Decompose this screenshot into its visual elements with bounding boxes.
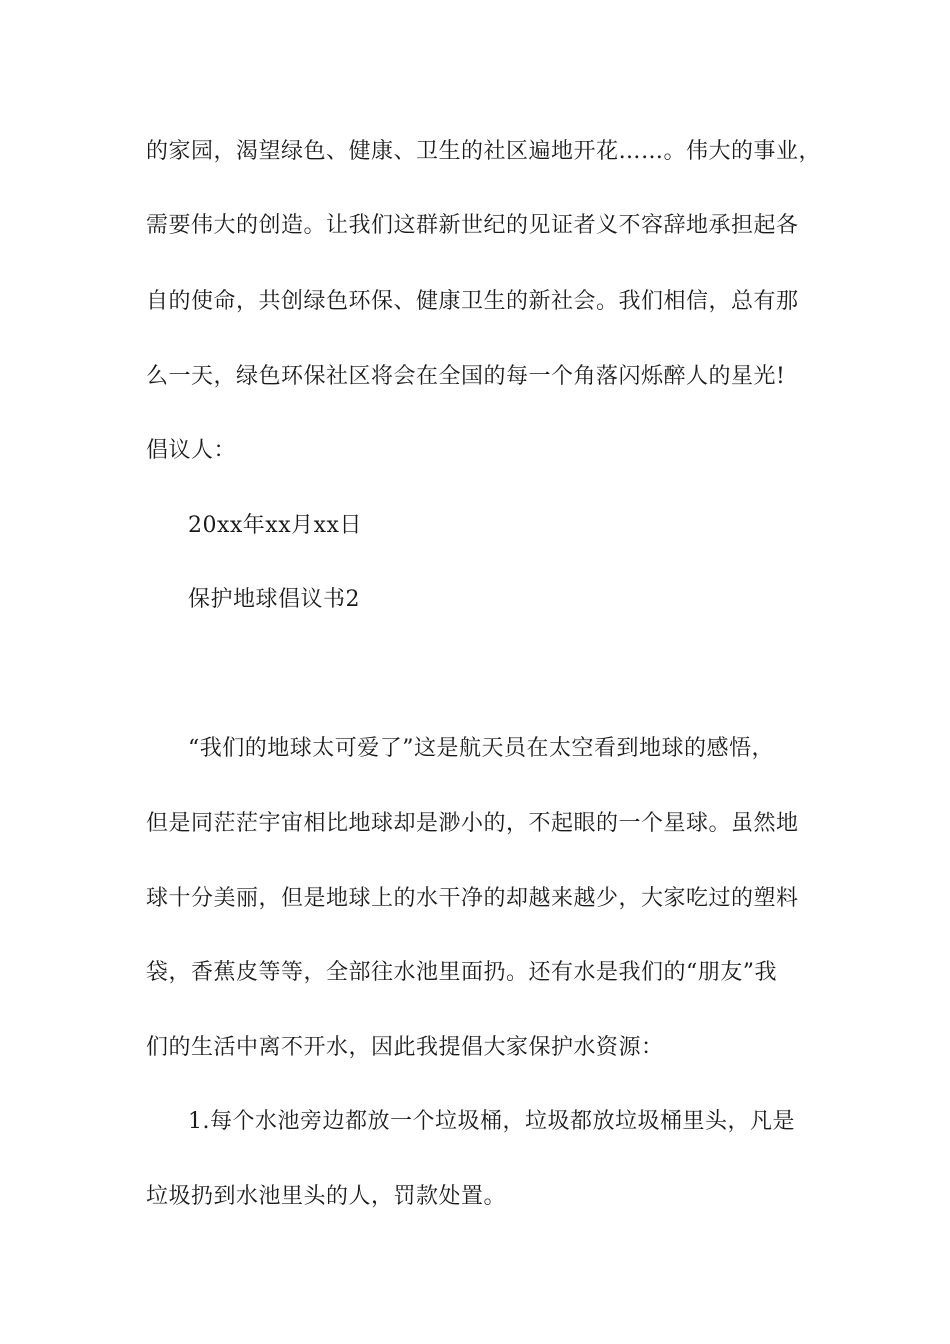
paragraph-line: “我们的地球太可爱了”这是航天员在太空看到地球的感悟， <box>188 736 774 761</box>
paragraph-line: 袋，香蕉皮等等，全部往水池里面扔。还有水是我们的“朋友”我 <box>146 960 777 985</box>
section-title: 保护地球倡议书2 <box>188 587 360 612</box>
paragraph-line: 们的生活中离不开水，因此我提倡大家保护水资源： <box>146 1035 664 1060</box>
paragraph-line: 自的使命，共创绿色环保、健康卫生的新社会。我们相信，总有那 <box>146 289 799 314</box>
paragraph-line: 么一天，绿色环保社区将会在全国的每一个角落闪烁醉人的星光! <box>146 364 786 389</box>
paragraph-line: 球十分美丽，但是地球上的水干净的却越来越少，大家吃过的塑料 <box>146 886 799 911</box>
list-item-line: 垃圾扔到水池里头的人，罚款处置。 <box>146 1184 507 1209</box>
paragraph-line: 但是同茫茫宇宙相比地球却是渺小的，不起眼的一个星球。虽然地 <box>146 811 799 836</box>
paragraph-line: 需要伟大的创造。让我们这群新世纪的见证者义不容辞地承担起各 <box>146 213 799 238</box>
date-line: 20xx年xx月xx日 <box>188 513 362 538</box>
paragraph-line: 的家园，渴望绿色、健康、卫生的社区遍地开花……。伟大的事业， <box>146 139 822 164</box>
list-item-line: 1.每个水池旁边都放一个垃圾桶，垃圾都放垃圾桶里头，凡是 <box>188 1109 795 1134</box>
proposer-label: 倡议人： <box>146 438 237 463</box>
